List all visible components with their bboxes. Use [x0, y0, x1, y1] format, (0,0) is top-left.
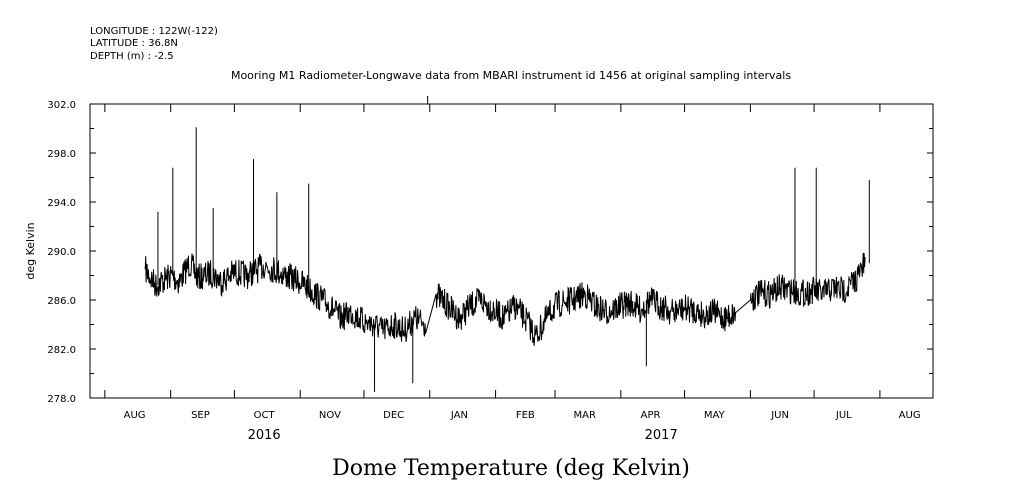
longitude-label: LONGITUDE : 122W(-122) — [90, 26, 218, 37]
y-tick-label: 290.0 — [47, 247, 76, 258]
y-tick-label: 282.0 — [47, 345, 76, 356]
chart-title: Mooring M1 Radiometer-Longwave data from MBARI instrument id 1456 at original sampling intervals — [230, 69, 792, 82]
x-tick-label: APR — [640, 410, 661, 421]
x-tick-label: MAR — [573, 410, 596, 421]
depth-label: DEPTH (m) : -2.5 — [90, 51, 174, 62]
x-tick-label: AUG — [123, 410, 146, 421]
x-tick-label: JAN — [450, 410, 469, 421]
y-tick-label: 286.0 — [47, 296, 76, 307]
y-tick-label: 302.0 — [47, 100, 76, 111]
x-year-label: 2016 — [247, 428, 281, 443]
latitude-label: LATITUDE : 36.8N — [90, 38, 178, 49]
x-year-label: 2017 — [644, 428, 678, 443]
y-tick-label: 278.0 — [47, 394, 76, 405]
y-axis-label: deg Kelvin — [24, 222, 37, 280]
y-tick-label: 294.0 — [47, 198, 76, 209]
plot-frame — [90, 104, 933, 398]
series-layer — [145, 127, 869, 392]
y-axis — [47, 100, 933, 405]
x-tick-label: NOV — [318, 410, 341, 421]
x-tick-label: OCT — [253, 410, 275, 421]
x-tick-label: JUL — [835, 410, 852, 421]
footer-title: Dome Temperature (deg Kelvin) — [332, 456, 690, 481]
x-tick-label: MAY — [703, 410, 725, 421]
y-tick-label: 298.0 — [47, 149, 76, 160]
x-tick-label: DEC — [383, 410, 405, 421]
x-tick-label: JUN — [771, 410, 789, 421]
x-tick-label: AUG — [898, 410, 921, 421]
x-tick-label: SEP — [191, 410, 210, 421]
x-tick-label: FEB — [515, 410, 535, 421]
